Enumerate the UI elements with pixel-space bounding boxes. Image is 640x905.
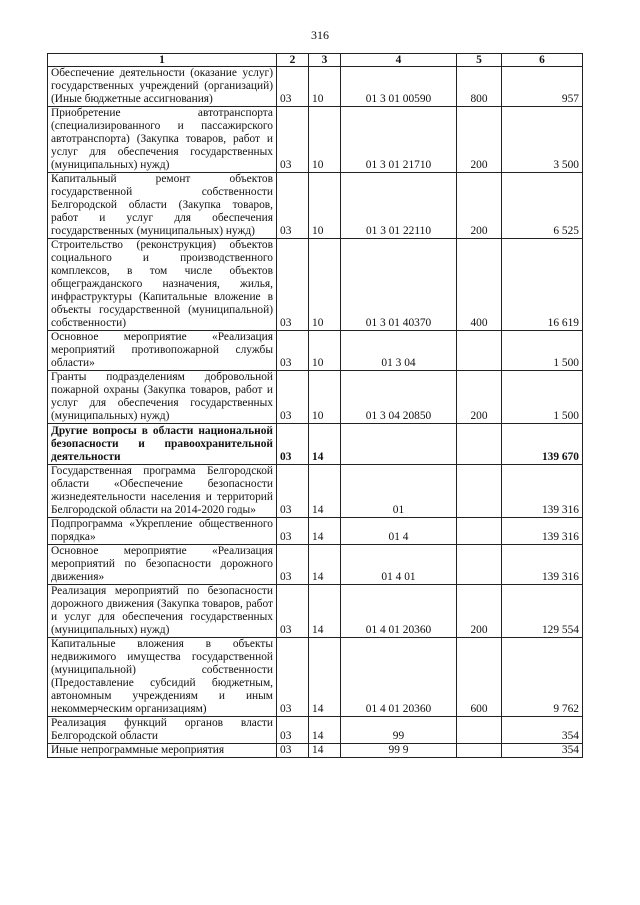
row-target-article: 01 3 01 22110 (341, 173, 457, 239)
row-target-article: 01 3 01 40370 (341, 239, 457, 331)
row-amount: 16 619 (502, 239, 583, 331)
row-subsection: 14 (309, 585, 341, 638)
header-col-1: 1 (48, 54, 277, 67)
row-expense-type: 200 (457, 585, 502, 638)
row-name: Реализация функций органов власти Белгородской области (48, 717, 277, 744)
table-row (48, 371, 583, 424)
table-row (48, 717, 583, 744)
row-amount: 139 316 (502, 465, 583, 518)
row-amount: 9 762 (502, 638, 583, 717)
row-target-article: 01 3 01 00590 (341, 67, 457, 107)
table-row (48, 67, 583, 107)
row-subsection: 10 (309, 107, 341, 173)
row-expense-type: 400 (457, 239, 502, 331)
row-name: Другие вопросы в области национальной безопасности и правоохранительной деятельности (48, 424, 277, 465)
row-subsection: 10 (309, 173, 341, 239)
row-expense-type (457, 331, 502, 371)
row-expense-type (457, 545, 502, 585)
row-name: Гранты подразделениям добровольной пожарной охраны (Закупка товаров, работ и услуг для обеспечения государственных (муниципальных) нужд) (48, 371, 277, 424)
row-section: 03 (277, 518, 309, 545)
row-amount: 6 525 (502, 173, 583, 239)
table-row (48, 424, 583, 465)
row-subsection: 10 (309, 371, 341, 424)
row-name: Основное мероприятие «Реализация мероприятий противопожарной службы области» (48, 331, 277, 371)
row-subsection: 14 (309, 465, 341, 518)
row-amount: 957 (502, 67, 583, 107)
table-body (48, 67, 583, 758)
row-section: 03 (277, 465, 309, 518)
row-name: Подпрограмма «Укрепление общественного порядка» (48, 518, 277, 545)
row-amount: 129 554 (502, 585, 583, 638)
row-subsection: 10 (309, 331, 341, 371)
table-row (48, 585, 583, 638)
row-subsection: 14 (309, 744, 341, 758)
row-name: Реализация мероприятий по безопасности дорожного движения (Закупка товаров, работ и услуг для обеспечения государственных (муниципальных) нужд) (48, 585, 277, 638)
row-target-article: 99 (341, 717, 457, 744)
row-subsection: 14 (309, 545, 341, 585)
table-header-row (48, 54, 583, 67)
row-expense-type (457, 518, 502, 545)
row-section: 03 (277, 717, 309, 744)
row-amount: 1 500 (502, 371, 583, 424)
row-section: 03 (277, 107, 309, 173)
header-col-3: 3 (309, 54, 341, 67)
table-row (48, 545, 583, 585)
row-subsection: 10 (309, 67, 341, 107)
table-row (48, 173, 583, 239)
table-row (48, 331, 583, 371)
table-row (48, 239, 583, 331)
row-name: Капитальный ремонт объектов государственной собственности Белгородской области (Закупка товаров, работ и услуг для обеспечения государственных (муниципальных) нужд) (48, 173, 277, 239)
row-subsection: 14 (309, 717, 341, 744)
row-section: 03 (277, 424, 309, 465)
row-expense-type: 600 (457, 638, 502, 717)
row-amount: 139 670 (502, 424, 583, 465)
row-amount: 354 (502, 717, 583, 744)
row-section: 03 (277, 585, 309, 638)
row-amount: 139 316 (502, 545, 583, 585)
row-name: Государственная программа Белгородской области «Обеспечение безопасности жизнедеятельности населения и территорий Белгородской области на 2014-2020 годы» (48, 465, 277, 518)
table-row (48, 638, 583, 717)
row-subsection: 14 (309, 518, 341, 545)
row-name: Обеспечение деятельности (оказание услуг) государственных учреждений (организаций) (Иные бюджетные ассигнования) (48, 67, 277, 107)
row-section: 03 (277, 638, 309, 717)
row-name: Приобретение автотранспорта (специализированного и пассажирского автотранспорта) (Закупка товаров, работ и услуг для обеспечения государственных (муниципальных) нужд) (48, 107, 277, 173)
header-col-2: 2 (277, 54, 309, 67)
row-section: 03 (277, 239, 309, 331)
row-section: 03 (277, 67, 309, 107)
row-expense-type: 800 (457, 67, 502, 107)
row-expense-type: 200 (457, 173, 502, 239)
row-expense-type (457, 744, 502, 758)
row-expense-type (457, 424, 502, 465)
row-section: 03 (277, 173, 309, 239)
header-col-6: 6 (502, 54, 583, 67)
row-expense-type (457, 717, 502, 744)
row-target-article: 01 4 01 20360 (341, 638, 457, 717)
page-number: 316 (311, 28, 329, 42)
table-row (48, 107, 583, 173)
row-target-article: 01 3 04 (341, 331, 457, 371)
row-expense-type (457, 465, 502, 518)
row-name: Строительство (реконструкция) объектов социального и производственного комплексов, в том числе объектов общегражданского назначения, жилья, инфраструктуры (Капитальные вложение в объекты государственной (муниципальной) собственности) (48, 239, 277, 331)
row-target-article: 01 4 01 (341, 545, 457, 585)
row-subsection: 14 (309, 424, 341, 465)
row-section: 03 (277, 744, 309, 758)
row-amount: 139 316 (502, 518, 583, 545)
row-target-article: 01 3 01 21710 (341, 107, 457, 173)
row-target-article (341, 424, 457, 465)
row-amount: 1 500 (502, 331, 583, 371)
row-target-article: 01 4 01 20360 (341, 585, 457, 638)
table-row (48, 518, 583, 545)
row-name: Капитальные вложения в объекты недвижимого имущества государственной (муниципальной) собственности (Предоставление субсидий бюджетным, автономным учреждениям и иным некоммерческим организациям) (48, 638, 277, 717)
row-section: 03 (277, 545, 309, 585)
row-expense-type: 200 (457, 107, 502, 173)
row-subsection: 14 (309, 638, 341, 717)
row-section: 03 (277, 331, 309, 371)
header-col-4: 4 (341, 54, 457, 67)
row-target-article: 99 9 (341, 744, 457, 758)
row-target-article: 01 3 04 20850 (341, 371, 457, 424)
row-name: Основное мероприятие «Реализация мероприятий по безопасности дорожного движения» (48, 545, 277, 585)
budget-table (47, 53, 583, 758)
row-target-article: 01 4 (341, 518, 457, 545)
row-section: 03 (277, 371, 309, 424)
row-name: Иные непрограммные мероприятия (48, 744, 277, 758)
row-subsection: 10 (309, 239, 341, 331)
table-row (48, 465, 583, 518)
row-target-article: 01 (341, 465, 457, 518)
row-expense-type: 200 (457, 371, 502, 424)
header-col-5: 5 (457, 54, 502, 67)
row-amount: 3 500 (502, 107, 583, 173)
row-amount: 354 (502, 744, 583, 758)
table-row (48, 744, 583, 758)
